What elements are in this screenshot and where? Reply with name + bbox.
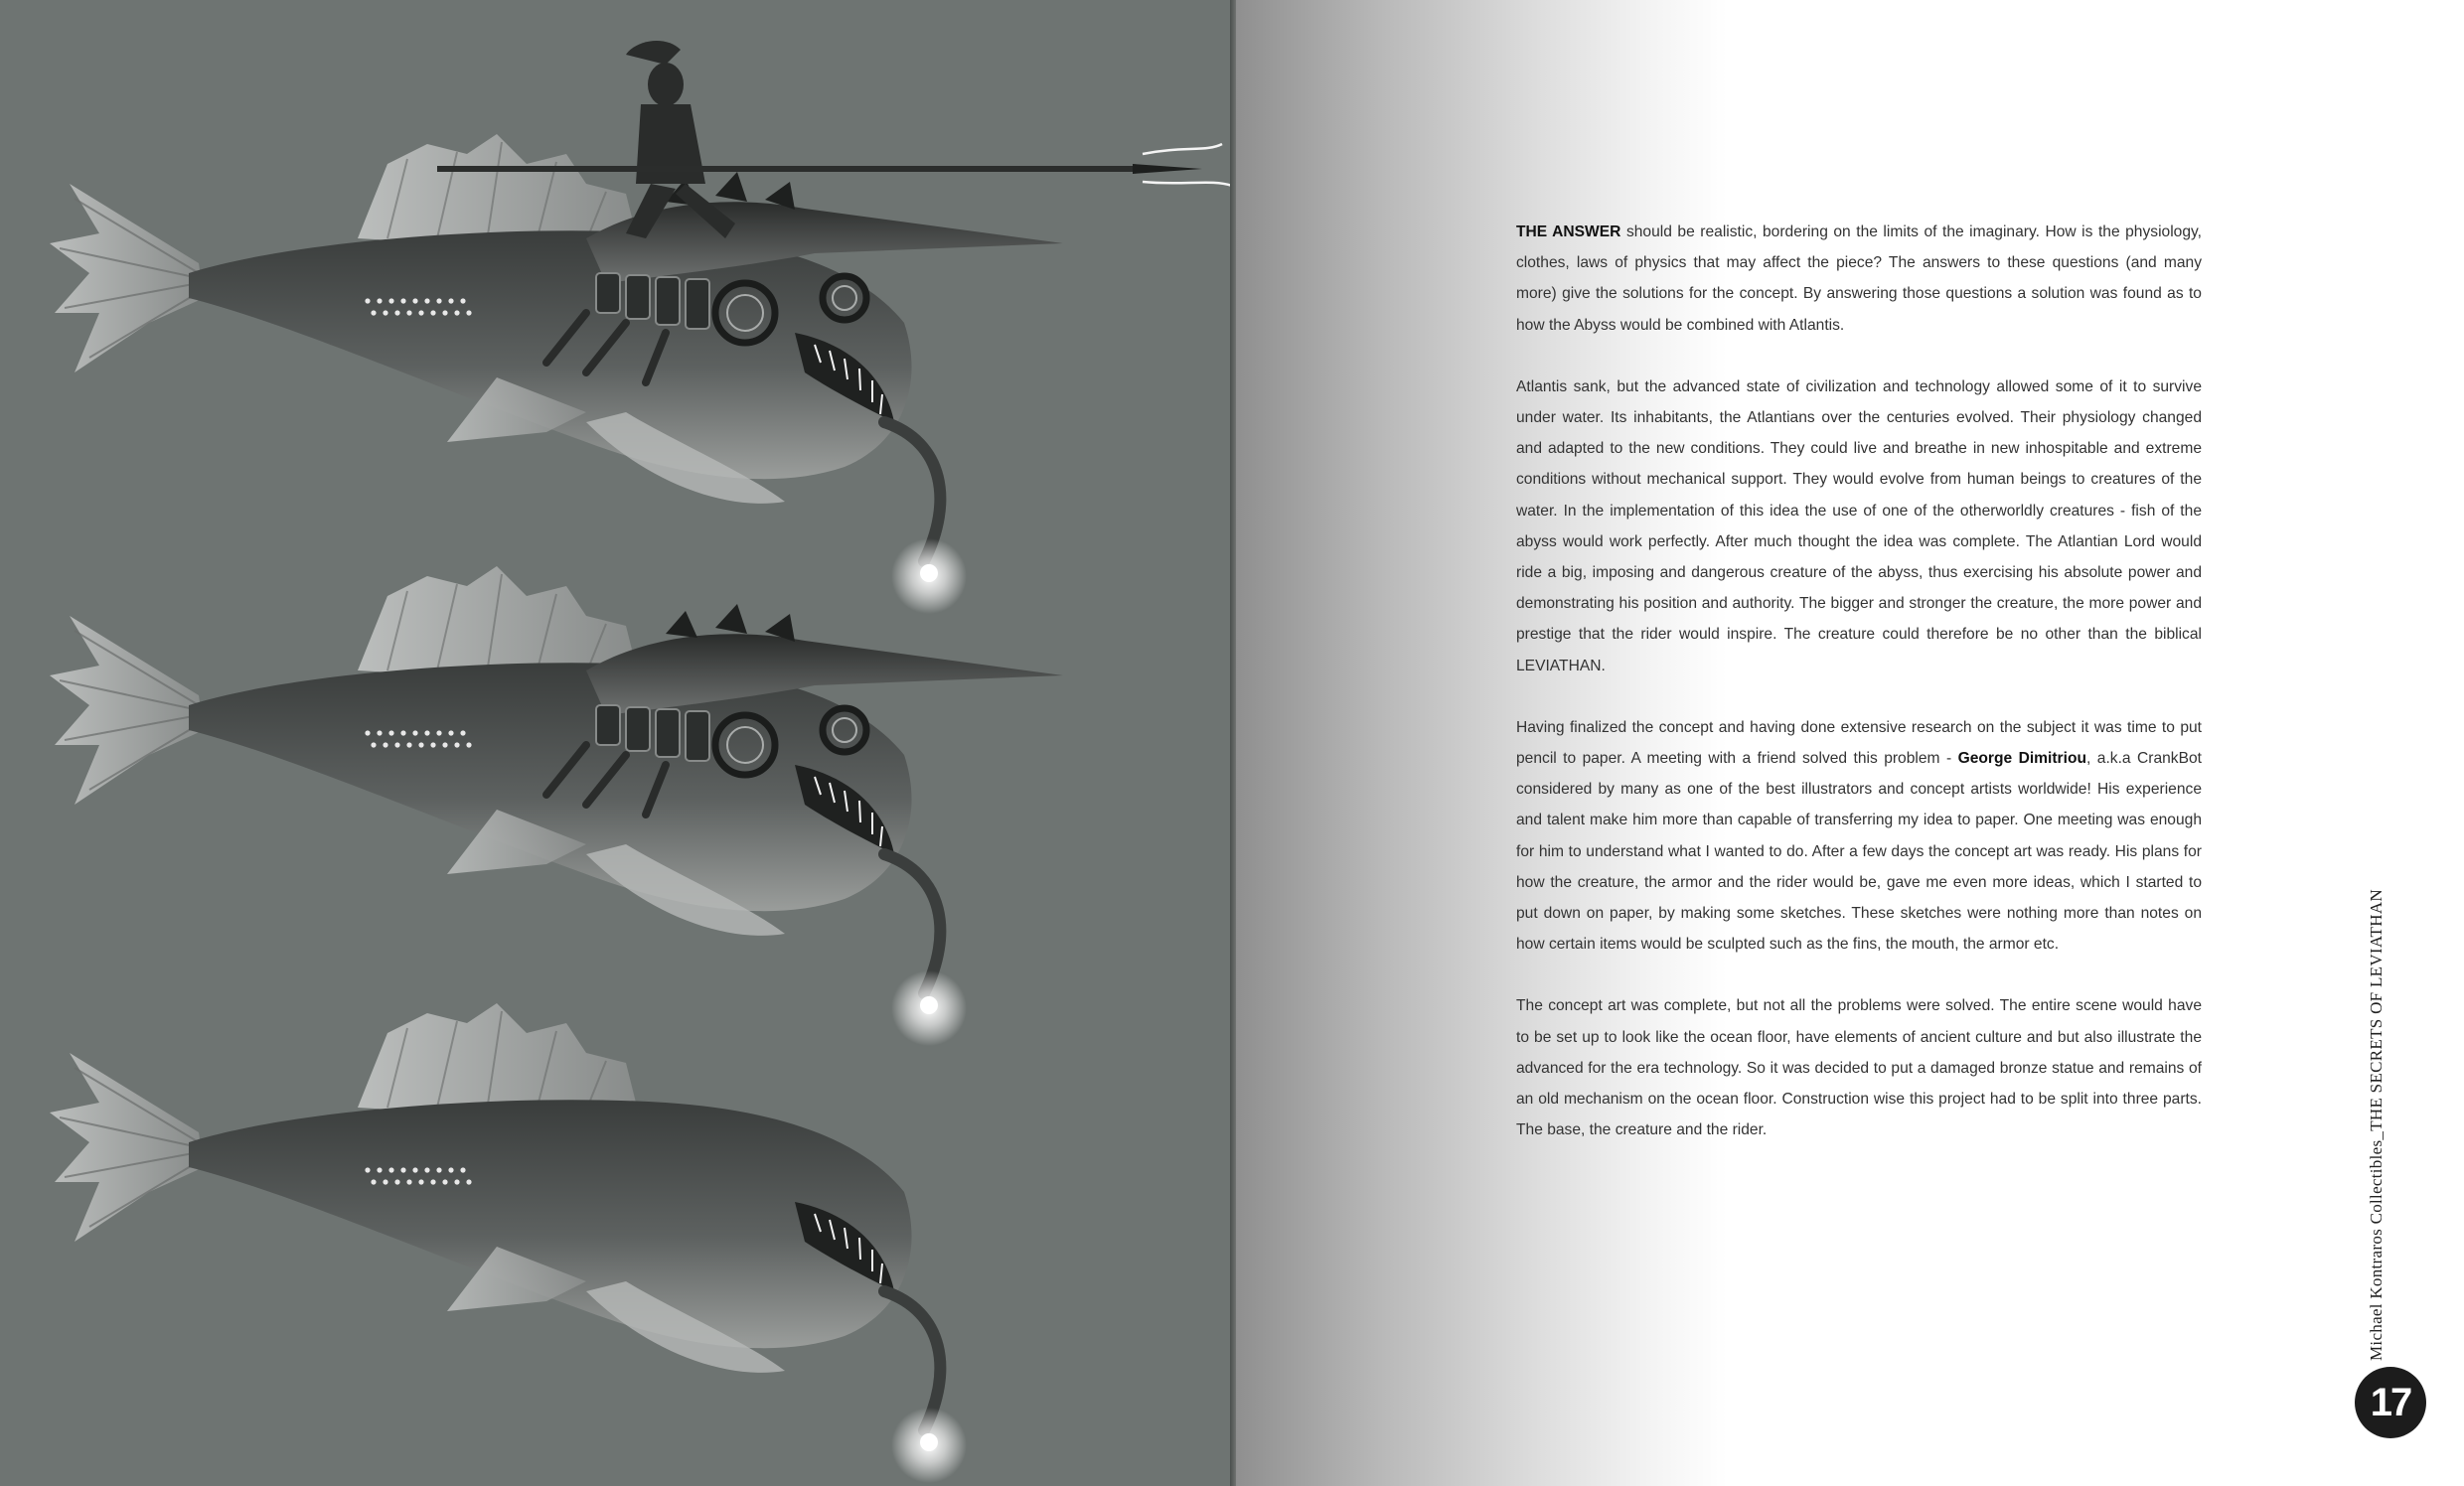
artist-name: George Dimitriou (1957, 750, 2087, 768)
paragraph-3-text-a: Having finalized the concept and having done extensive research on the subject it was time to put pencil to paper. A meeting with a friend solved this problem - (1516, 718, 2202, 768)
paragraph-3-text-b: , a.k.a CrankBot considered by many as one of the best illustrators and concept artists worldwide! His experience and talent make him more than capable of transferring my idea to paper. One meeting was enough for him to understand what I wanted to do. After a few days the concept art was ready. His plans for how the creature, the armor and the rider would be, gave me even more ideas, which I started to put down on paper, by making some sketches. These sketches were nothing more than notes on how certain items would be sculpted such as the fins, the mouth, the armor etc. (1516, 750, 2202, 954)
paragraph-1-text: should be realistic, bordering on the limits of the imaginary. How is the physiology, clothes, laws of physics that may affect the piece? The answers to these questions (and many more) give the solutions for the concept. By answering those questions a solution was found as to how the Abyss would be combined with Atlantis. (1516, 223, 2202, 334)
page-number-badge (2355, 1367, 2426, 1438)
paragraph-4: The concept art was complete, but not all the problems were solved. The entire scene would have to be set up to look like the ocean floor, have elements of ancient culture and but also illustrate the advanced for the era technology. So it was decided to put a damaged bronze statue and remains of an old mechanism on the ocean floor. Construction wise this project had to be split into three parts. The base, the creature and the rider. (1516, 997, 2202, 1139)
creature-sketch-armored (50, 566, 1063, 1046)
page-number: 17 (2370, 1380, 2411, 1424)
paragraph-lead: THE ANSWER (1516, 223, 1621, 240)
running-title: Michael Kontraros Collectibles_THE SECRETS OF LEVIATHAN (2367, 889, 2386, 1361)
creature-sketch-bare (50, 1003, 967, 1483)
paragraph-3 (1516, 712, 2202, 961)
creature-sketch-with-rider (50, 41, 1232, 614)
paragraph-1 (1516, 217, 2202, 341)
text-page (1236, 0, 2464, 1486)
paragraph-2: Atlantis sank, but the advanced state of civilization and technology allowed some of it to survive under water. Its inhabitants, the Atlantians over the centuries evolved. Their physiology changed and adapted to the new conditions. They could live and breathe in new inhospitable and extreme conditions without mechanical support. They would evolve from human beings to creatures of the water. In the implementation of this idea the use of one of the otherworldly creatures - fish of the abyss would work perfectly. After much thought the idea was complete. The Atlantian Lord would ride a big, imposing and dangerous creature of the abyss, thus exercising his absolute power and demonstrating his position and authority. The bigger and stronger the creature, the more power and prestige that the rider would inspire. The creature could therefore be no other than the biblical LEVIATHAN. (1516, 377, 2202, 674)
article-body (1516, 217, 2202, 1176)
